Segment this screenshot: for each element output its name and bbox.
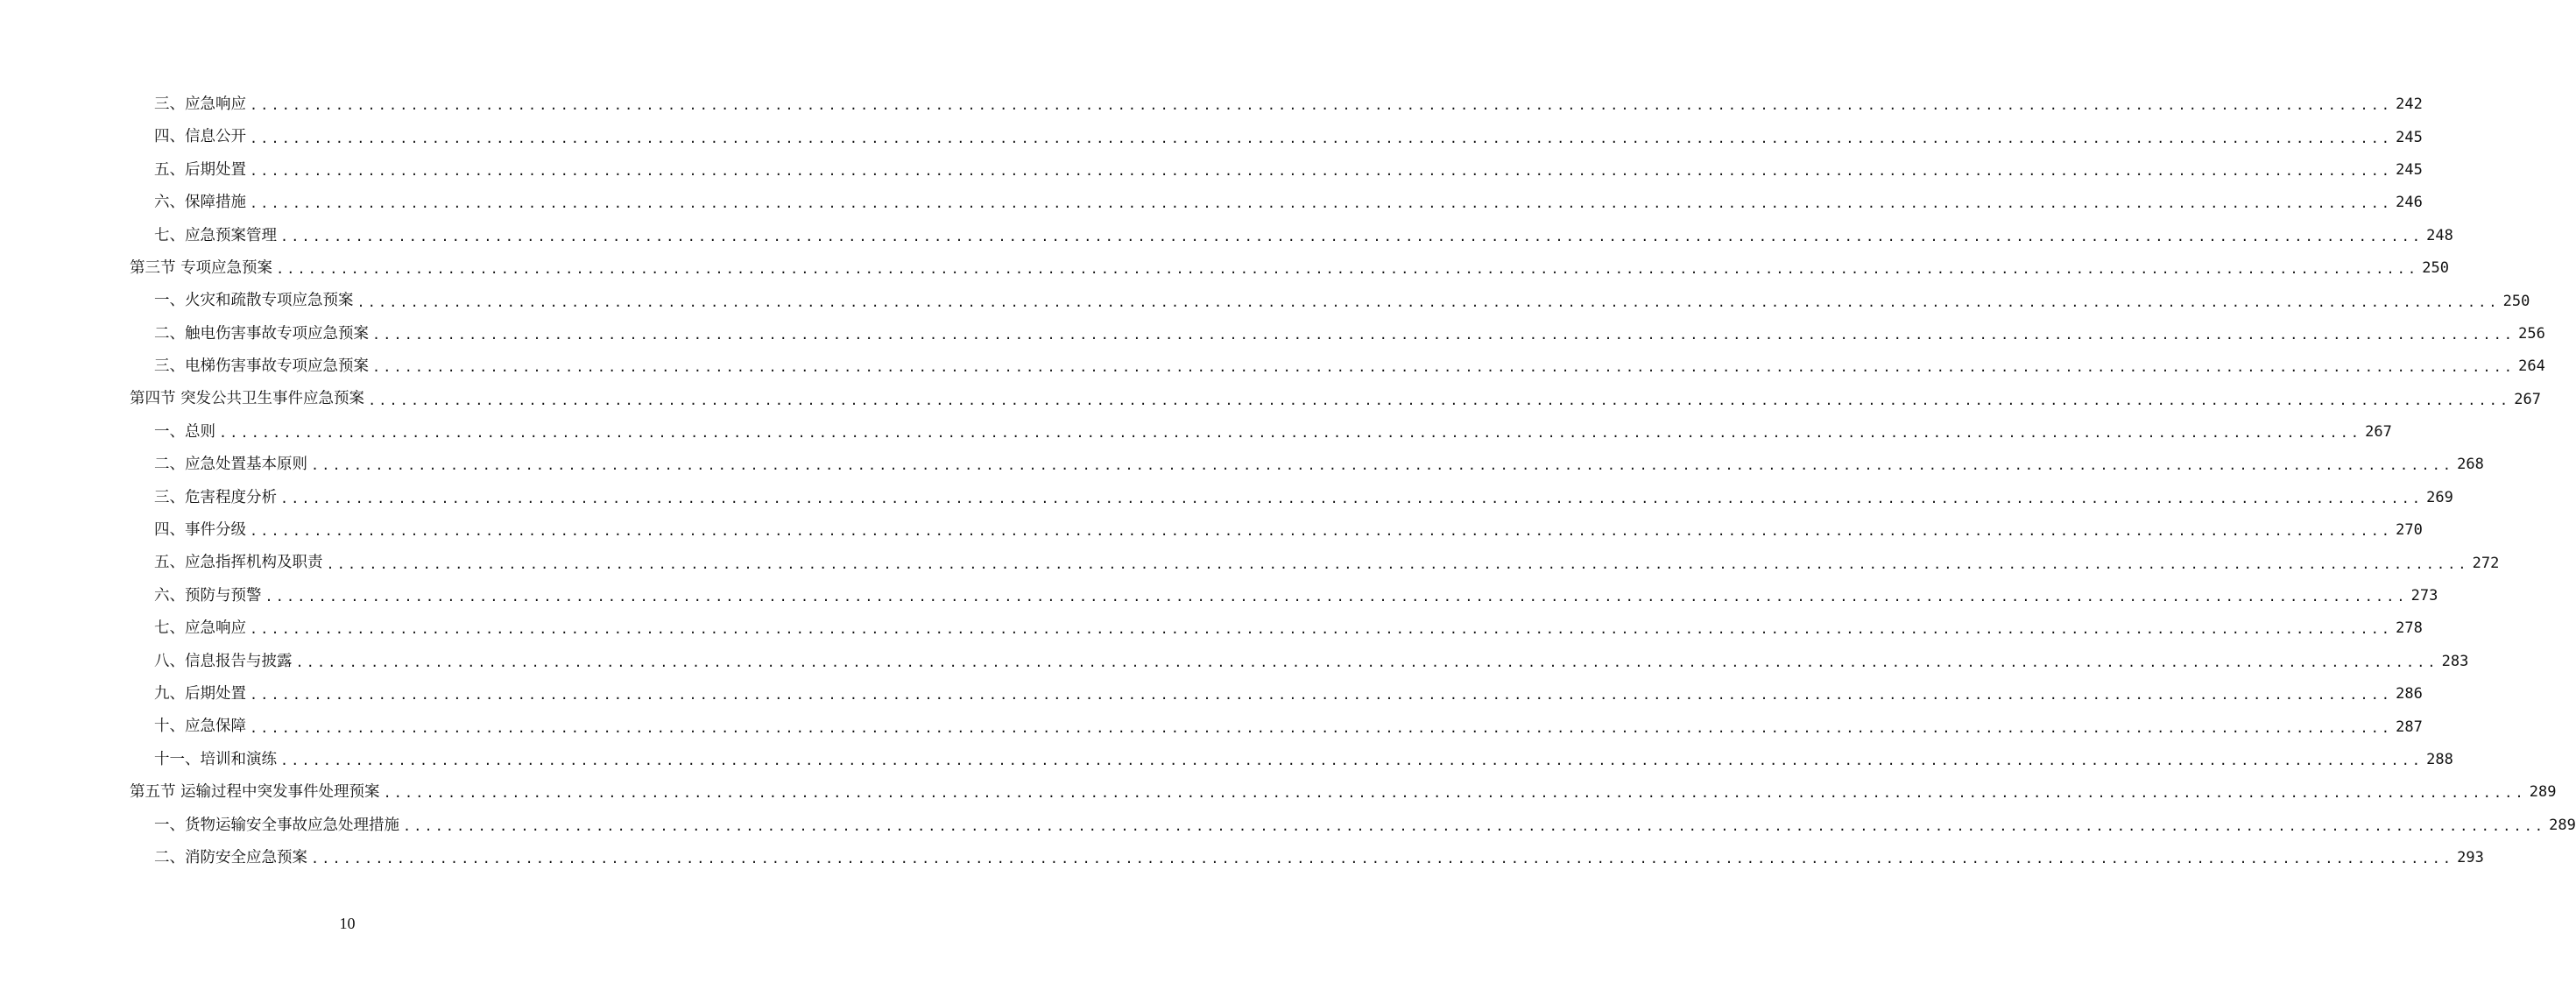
toc-entry-title: 四、信息公开 [154,130,250,145]
toc-dot-leader: ........................................................................................................................................................................................................ [280,753,2424,768]
toc-entry-title: 第三节 专项应急预案 [130,261,276,277]
toc-entry-title: 第五节 运输过程中突发事件处理预案 [130,785,384,801]
toc-dot-leader: ........................................................................................................................................................................................................ [250,687,2393,704]
toc-entry-title: 二、消防安全应急预案 [154,851,311,866]
toc-dot-leader: ........................................................................................................................................................................................................ [219,425,2362,442]
toc-entry-page-number: 248 [2426,226,2453,244]
toc-entry[interactable] [0,842,2484,874]
toc-entry-title: 三、应急响应 [154,97,250,113]
toc-dot-leader: ........................................................................................................................................................................................................ [326,555,2469,572]
toc-dot-leader: ........................................................................................................................................................................................................ [311,457,2454,474]
toc-entry-page-number: 246 [2396,194,2423,212]
toc-entry-page-number: 242 [2396,95,2423,114]
toc-entry-page-number: 250 [2422,259,2449,278]
toc-entry[interactable] [0,810,2576,842]
toc-dot-leader: ........................................................................................................................................................................................................ [250,523,2393,540]
toc-entry-title: 九、后期处置 [154,687,250,703]
toc-entry[interactable] [0,416,2392,449]
toc-entry-title: 一、总则 [154,425,219,441]
toc-entry-page-number: 245 [2396,160,2423,179]
toc-dot-leader: ........................................................................................................................................................................................................ [276,261,2419,278]
table-of-contents [0,88,2576,874]
toc-entry-page-number: 286 [2396,685,2423,704]
toc-entry[interactable] [0,449,2484,481]
toc-entry-page-number: 273 [2410,587,2438,605]
toc-entry[interactable] [0,285,2530,317]
toc-entry-page-number: 269 [2426,488,2453,506]
toc-entry-title: 一、火灾和疏散专项应急预案 [154,293,357,309]
toc-dot-leader: ........................................................................................................................................................................................................ [265,589,2408,605]
toc-dot-leader: ........................................................................................................................................................................................................ [250,97,2393,114]
toc-entry-title: 一、货物运输安全事故应急处理措施 [154,818,403,834]
toc-entry[interactable] [0,482,2453,514]
toc-entry[interactable] [0,121,2423,153]
toc-entry[interactable] [0,514,2423,547]
toc-dot-leader: ........................................................................................................................................................................................................ [250,621,2393,638]
toc-entry-title: 六、保障措施 [154,195,250,211]
toc-entry[interactable] [0,220,2453,252]
toc-entry[interactable] [0,384,2541,416]
toc-entry-page-number: 287 [2396,718,2423,736]
toc-dot-leader: ........................................................................................................................................................................................................ [250,719,2393,736]
toc-entry-title: 六、预防与预警 [154,589,265,605]
toc-dot-leader: ........................................................................................................................................................................................................ [356,293,2500,310]
toc-entry-title: 第四节 突发公共卫生事件应急预案 [130,392,368,407]
toc-entry-page-number: 267 [2514,390,2541,408]
toc-entry[interactable] [0,612,2423,645]
toc-entry-page-number: 288 [2426,751,2453,768]
toc-entry-title: 五、后期处置 [154,163,250,179]
toc-dot-leader: ........................................................................................................................................................................................................ [372,359,2516,376]
toc-entry-page-number: 270 [2396,521,2423,540]
toc-entry-page-number: 245 [2396,128,2423,146]
toc-entry-page-number: 256 [2518,324,2545,343]
toc-dot-leader: ........................................................................................................................................................................................................ [311,851,2454,867]
toc-entry[interactable] [0,547,2500,579]
toc-entry[interactable] [0,744,2453,776]
toc-entry-title: 五、应急指挥机构及职责 [154,555,327,571]
toc-dot-leader: ........................................................................................................................................................................................................ [295,654,2438,670]
toc-entry-page-number: 289 [2529,783,2557,802]
toc-entry[interactable] [0,88,2423,121]
toc-entry[interactable] [0,776,2557,809]
toc-entry-page-number: 264 [2518,357,2545,376]
toc-entry[interactable] [0,154,2423,187]
toc-entry-title: 八、信息报告与披露 [154,654,296,670]
page-number: 10 [339,915,356,932]
toc-entry[interactable] [0,350,2545,383]
toc-entry-title: 二、触电伤害事故专项应急预案 [154,327,372,343]
toc-entry[interactable] [0,580,2438,612]
toc-entry-title: 四、事件分级 [154,523,250,539]
toc-entry-page-number: 267 [2365,423,2392,442]
toc-dot-leader: ........................................................................................................................................................................................................ [403,817,2546,834]
toc-dot-leader: ........................................................................................................................................................................................................ [250,195,2393,212]
toc-entry[interactable] [0,646,2469,678]
toc-entry-page-number: 289 [2549,816,2576,834]
toc-entry[interactable] [0,252,2449,285]
toc-dot-leader: ........................................................................................................................................................................................................ [250,162,2393,179]
toc-dot-leader: ........................................................................................................................................................................................................ [280,228,2424,244]
toc-entry-title: 三、电梯伤害事故专项应急预案 [154,359,372,375]
toc-entry[interactable] [0,318,2545,350]
toc-entry-title: 七、应急响应 [154,621,250,637]
toc-entry-title: 十、应急保障 [154,719,250,735]
toc-entry-page-number: 278 [2396,619,2423,638]
toc-dot-leader: ........................................................................................................................................................................................................ [250,130,2393,146]
toc-entry[interactable] [0,711,2423,743]
toc-entry-title: 七、应急预案管理 [154,229,280,244]
toc-entry[interactable] [0,187,2423,219]
toc-dot-leader: ........................................................................................................................................................................................................ [372,326,2516,343]
toc-entry-page-number: 293 [2457,849,2484,867]
toc-entry[interactable] [0,678,2423,711]
toc-entry-title: 三、危害程度分析 [154,491,280,506]
toc-entry-title: 二、应急处置基本原则 [154,457,311,473]
toc-dot-leader: ........................................................................................................................................................................................................ [383,785,2526,802]
toc-dot-leader: ........................................................................................................................................................................................................ [368,392,2511,408]
toc-entry-page-number: 268 [2457,456,2484,474]
toc-entry-page-number: 250 [2502,292,2530,310]
toc-entry-page-number: 272 [2472,554,2500,572]
toc-entry-title: 十一、培训和演练 [154,753,280,768]
toc-entry-page-number: 283 [2441,652,2469,670]
toc-dot-leader: ........................................................................................................................................................................................................ [280,490,2424,506]
